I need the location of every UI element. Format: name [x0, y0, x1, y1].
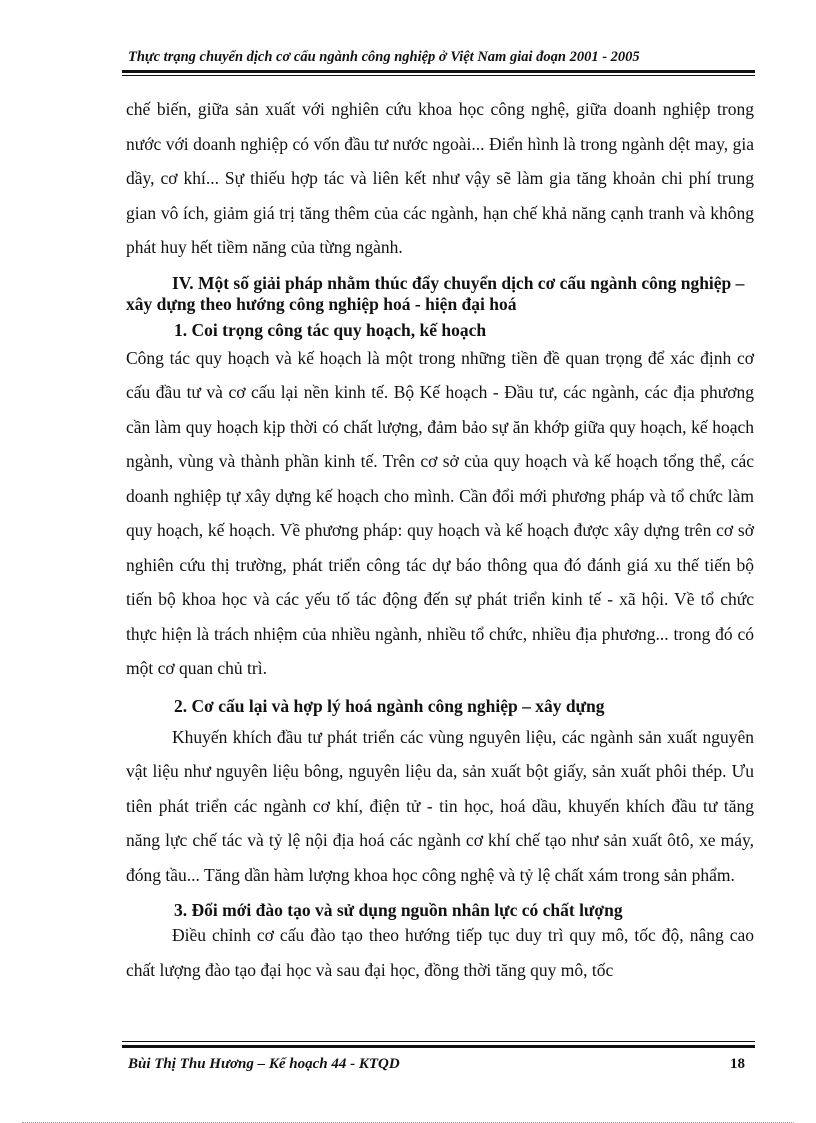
- footer-author: Bùi Thị Thu Hương – Kế hoạch 44 - KTQD: [128, 1056, 400, 1072]
- section-heading: IV. Một số giải pháp nhằm thúc đẩy chuyển dịch cơ cấu ngành công nghiệp – xây dựng theo hướng công nghiệp hoá - hiện đại hoá: [126, 272, 745, 314]
- footer-rule-thick: [122, 1045, 755, 1048]
- running-header-title: Thực trạng chuyển dịch cơ cấu ngành công nghiệp ở Việt Nam giai đoạn 2001 - 2005: [128, 49, 640, 65]
- header-rule-thin: [122, 75, 755, 76]
- subsection-paragraph-1: Công tác quy hoạch và kế hoạch là một trong những tiền đề quan trọng để xác định cơ cấu đầu tư và cơ cấu lại nền kinh tế. Bộ Kế hoạch - Đầu tư, các ngành, các địa phương cần làm quy hoạch kịp thời có chất lượng, đảm bảo sự ăn khớp giữa quy hoạch, kế hoạch ngành, vùng và thành phần kinh tế. Trên cơ sở của quy hoạch và kế hoạch tổng thể, các doanh nghiệp tự xây dựng kế hoạch cho mình. Cần đổi mới phương pháp và tổ chức làm quy hoạch, kế hoạch. Về phương pháp: quy hoạch và kế hoạch được xây dựng trên cơ sở nghiên cứu thị trường, phát triển công tác dự báo thông qua đó đánh giá xu thế tiến bộ tiến bộ khoa học và các yếu tố tác động đến sự phát triển kinh tế - xã hội. Về tổ chức thực hiện là trách nhiệm của nhiều ngành, nhiều tổ chức, nhiều địa phương... trong đó có một cơ quan chủ trì.: [126, 347, 754, 678]
- subsection-heading-2: 2. Cơ cấu lại và hợp lý hoá ngành công nghiệp – xây dựng: [174, 695, 605, 716]
- subsection-heading-1: 1. Coi trọng công tác quy hoạch, kế hoạch: [174, 319, 487, 340]
- header-rule-thick: [122, 70, 755, 73]
- footer-rule-thin: [122, 1041, 755, 1042]
- subsection-heading-3: 3. Đổi mới đào tạo và sử dụng nguồn nhân lực có chất lượng: [174, 900, 623, 920]
- intro-paragraph: chế biến, giữa sản xuất với nghiên cứu khoa học công nghệ, giữa doanh nghiệp trong nước với doanh nghiệp có vốn đầu tư nước ngoài... Điển hình là trong ngành dệt may, gia dầy, cơ khí... Sự thiếu hợp tác và liên kết như vậy sẽ làm gia tăng khoản chi phí trung gian vô ích, giảm giá trị tăng thêm của các ngành, hạn chế khả năng cạnh tranh và không phát huy hết tiềm năng của từng ngành.: [126, 99, 754, 257]
- subsection-paragraph-3: Điều chỉnh cơ cấu đào tạo theo hướng tiếp tục duy trì quy mô, tốc độ, nâng cao chất lượng đào tạo đại học và sau đại học, đồng thời tăng quy mô, tốc: [126, 925, 754, 980]
- document-body: [126, 92, 754, 987]
- page-number: 18: [730, 1056, 745, 1072]
- subsection-paragraph-2: Khuyến khích đầu tư phát triển các vùng nguyên liệu, các ngành sản xuất nguyên vật liệu như nguyên liệu bông, nguyên liệu da, sản xuất bột giấy, sản xuất phôi thép. Ưu tiên phát triển các ngành cơ khí, điện tử - tin học, hoá dầu, khuyến khích đầu tư tăng năng lực chế tác và tỷ lệ nội địa hoá các ngành cơ khí chế tạo như sản xuất ôtô, xe máy, đóng tầu... Tăng dần hàm lượng khoa học công nghệ và tỷ lệ chất xám trong sản phẩm.: [126, 726, 754, 885]
